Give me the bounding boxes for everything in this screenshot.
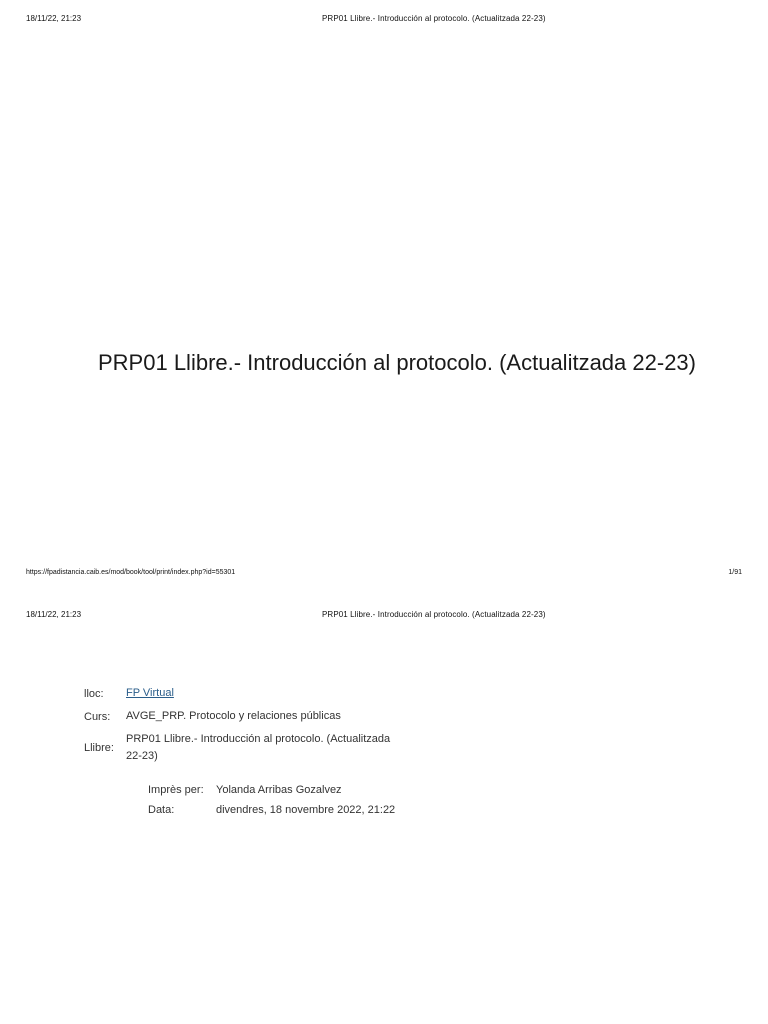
footer-url: https://fpadistancia.caib.es/mod/book/tool/print/index.php?id=55301 — [26, 569, 236, 576]
info-row-book — [84, 731, 406, 765]
info-row-place — [84, 685, 406, 702]
book-value: PRP01 Llibre.- Introducción al protocolo. (Actualitzada 22-23) — [126, 733, 391, 762]
place-link[interactable]: FP Virtual — [126, 687, 174, 699]
header-title: PRP01 Llibre.- Introducción al protocolo. (Actualitzada 22-23) — [322, 14, 546, 23]
header-datetime: 18/11/22, 21:23 — [26, 14, 82, 23]
page-number: 1/91 — [728, 569, 742, 576]
printed-by-value: Yolanda Arribas Gozalvez — [216, 784, 342, 796]
page-footer — [0, 569, 768, 581]
page-header — [0, 14, 768, 26]
printed-by-label: Imprès per: — [148, 784, 204, 796]
print-row-printed-by — [148, 783, 395, 797]
place-label: lloc: — [84, 687, 104, 700]
book-label: Llibre: — [84, 742, 114, 754]
date-value: divendres, 18 novembre 2022, 21:22 — [216, 804, 396, 816]
page-header — [0, 610, 768, 622]
print-row-date — [148, 803, 395, 817]
date-label: Data: — [148, 804, 175, 816]
header-datetime: 18/11/22, 21:23 — [26, 610, 82, 619]
header-title: PRP01 Llibre.- Introducción al protocolo. (Actualitzada 22-23) — [322, 610, 546, 619]
book-title: PRP01 Llibre.- Introducción al protocolo. (Actualitzada 22-23) — [98, 350, 696, 375]
book-info-table — [84, 685, 406, 771]
page-2 — [0, 596, 768, 1024]
course-label: Curs: — [84, 710, 111, 723]
info-row-course — [84, 708, 406, 725]
print-info-table — [148, 783, 395, 823]
course-value: AVGE_PRP. Protocolo y relaciones públicas — [126, 710, 341, 722]
